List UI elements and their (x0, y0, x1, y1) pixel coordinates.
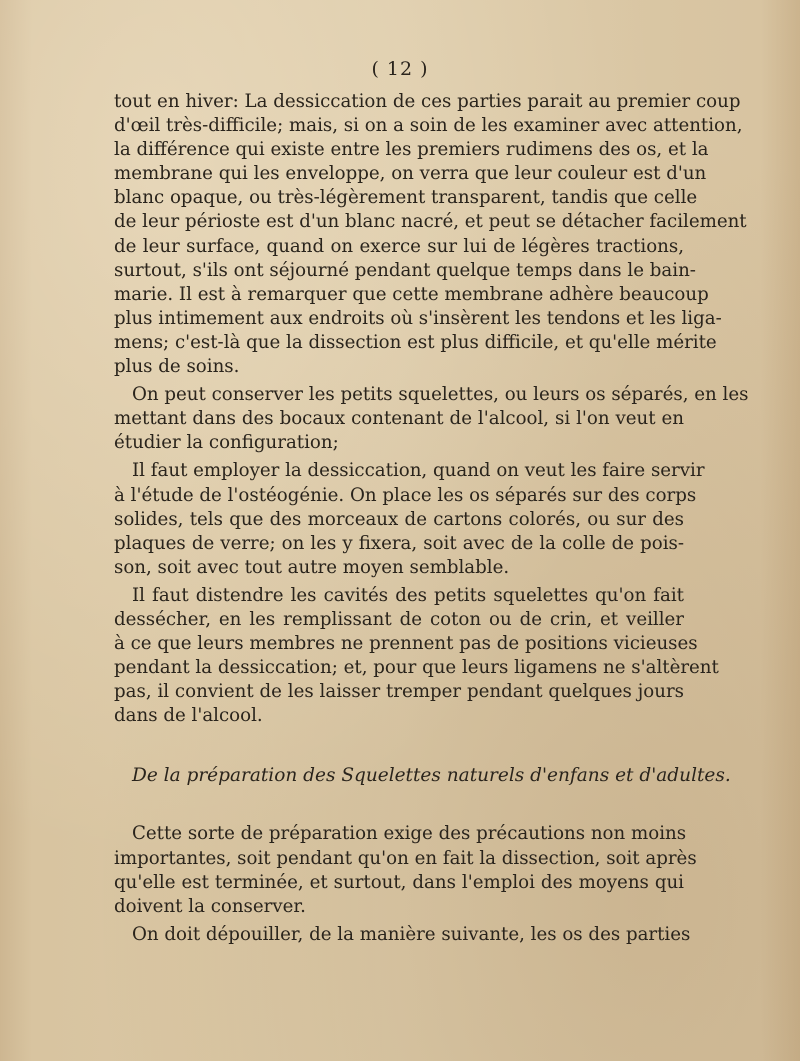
text-line: Il faut employer la dessiccation, quand on veut les faire servir (132, 460, 705, 482)
text-line: On doit dépouiller, de la manière suivante, les os des parties (132, 923, 691, 945)
text-line: pendant la dessiccation; et, pour que leurs ligamens ne s'altèrent (114, 657, 719, 679)
body-text (114, 90, 749, 951)
section-heading: De la préparation des Squelettes naturels d'enfans et d'adultes. (132, 765, 731, 787)
paragraph-5 (114, 822, 697, 918)
text-line: membrane qui les enveloppe, on verra que leur couleur est d'un (114, 163, 707, 185)
text-line: pas, il convient de les laisser tremper pendant quelques jours (114, 681, 684, 703)
text-line: dans de l'alcool. (114, 705, 263, 727)
text-line: surtout, s'ils ont séjourné pendant quelque temps dans le bain- (114, 259, 696, 281)
text-line: étudier la configuration; (114, 432, 339, 454)
text-line: plus intimement aux endroits où s'insèrent les tendons et les liga- (114, 307, 722, 329)
paragraph-3 (114, 459, 705, 579)
text-line: importantes, soit pendant qu'on en fait la dissection, soit après (114, 847, 697, 869)
text-line: On peut conserver les petits squelettes, ou leurs os séparés, en les (132, 384, 749, 406)
text-line: doivent la conserver. (114, 895, 306, 917)
text-line: plus de soins. (114, 356, 240, 378)
paragraph-6 (114, 923, 691, 947)
paragraph-2 (114, 383, 749, 455)
text-line: solides, tels que des morceaux de cartons colorés, ou sur des (114, 508, 684, 530)
paragraph-4 (114, 584, 719, 729)
text-line: Cette sorte de préparation exige des précautions non moins (132, 823, 687, 845)
text-line: de leur surface, quand on exerce sur lui de légères tractions, (114, 235, 684, 257)
page-number: ( 12 ) (371, 58, 429, 80)
text-line: dessécher, en les remplissant de coton ou de crin, et veiller (114, 608, 684, 630)
text-line: qu'elle est terminée, et surtout, dans l'emploi des moyens qui (114, 871, 684, 893)
text-line: tout en hiver: La dessiccation de ces parties parait au premier coup (114, 91, 741, 112)
text-line: à l'étude de l'ostéogénie. On place les os séparés sur des corps (114, 484, 697, 506)
paragraph-1 (114, 90, 747, 379)
text-line: mens; c'est-là que la dissection est plus difficile, et qu'elle mérite (114, 331, 717, 353)
text-line: blanc opaque, ou très-légèrement transparent, tandis que celle (114, 187, 698, 209)
text-line: marie. Il est à remarquer que cette membrane adhère beaucoup (114, 283, 709, 305)
text-line: Il faut distendre les cavités des petits squelettes qu'on fait (132, 584, 684, 606)
text-line: à ce que leurs membres ne prennent pas de positions vicieuses (114, 633, 698, 655)
text-line: la différence qui existe entre les premiers rudimens des os, et la (114, 139, 709, 161)
text-line: mettant dans des bocaux contenant de l'alcool, si l'on veut en (114, 408, 684, 430)
text-line: de leur périoste est d'un blanc nacré, et peut se détacher facilement (114, 211, 747, 233)
text-line: son, soit avec tout autre moyen semblable. (114, 556, 510, 578)
text-line: d'œil très-difficile; mais, si on a soin de les examiner avec attention, (114, 115, 743, 137)
text-line: plaques de verre; on les y fixera, soit avec de la colle de pois- (114, 532, 684, 554)
